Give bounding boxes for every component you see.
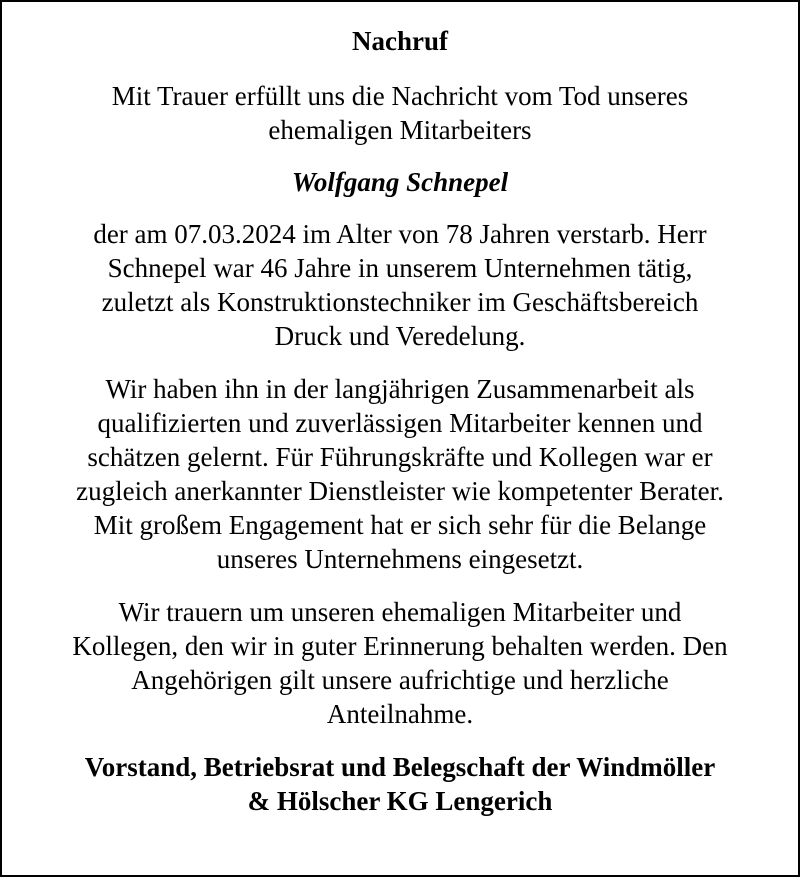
notice-title [2,24,798,58]
text-line: Angehörigen gilt unsere aufrichtige und herzliche [131,665,669,695]
text-line: zuletzt als Konstruktionstechniker im Geschäftsbereich [101,287,699,317]
text-line: unseres Unternehmens eingesetzt. [216,544,584,574]
deceased-name [2,165,798,199]
text-line: schätzen gelernt. Für Führungskräfte und Kollegen war er [87,442,713,472]
text-line: ehemaligen Mitarbeiters [268,115,532,145]
paragraph-condolence [2,595,798,731]
signature-closing [2,750,798,818]
text-line: Wir haben ihn in der langjährigen Zusammenarbeit als [105,374,695,404]
text-line: Kollegen, den wir in guter Erinnerung behalten werden. Den [72,631,728,661]
intro-paragraph [2,79,798,147]
text-line: Vorstand, Betriebsrat und Belegschaft der Windmöller [84,752,716,782]
text-line: Druck und Veredelung. [274,321,526,351]
text-line: Wir trauern um unseren ehemaligen Mitarbeiter und [118,597,682,627]
name-text: Wolfgang Schnepel [291,167,509,197]
text-line: Mit großem Engagement hat er sich sehr für die Belange [93,510,707,540]
text-line: zugleich anerkannter Dienstleister wie kompetenter Berater. [76,476,724,506]
text-line: der am 07.03.2024 im Alter von 78 Jahren verstarb. Herr [93,219,707,249]
paragraph-appreciation [2,372,798,576]
text-line: Mit Trauer erfüllt uns die Nachricht vom Tod unseres [111,81,689,111]
text-line: & Hölscher KG Lengerich [247,786,553,816]
paragraph-details [2,217,798,353]
text-line: qualifizierten und zuverlässigen Mitarbeiter kennen und [97,408,703,438]
title-text: Nachruf [352,26,448,56]
text-line: Schnepel war 46 Jahre in unserem Unternehmen tätig, [107,253,693,283]
text-line: Anteilnahme. [326,699,474,729]
